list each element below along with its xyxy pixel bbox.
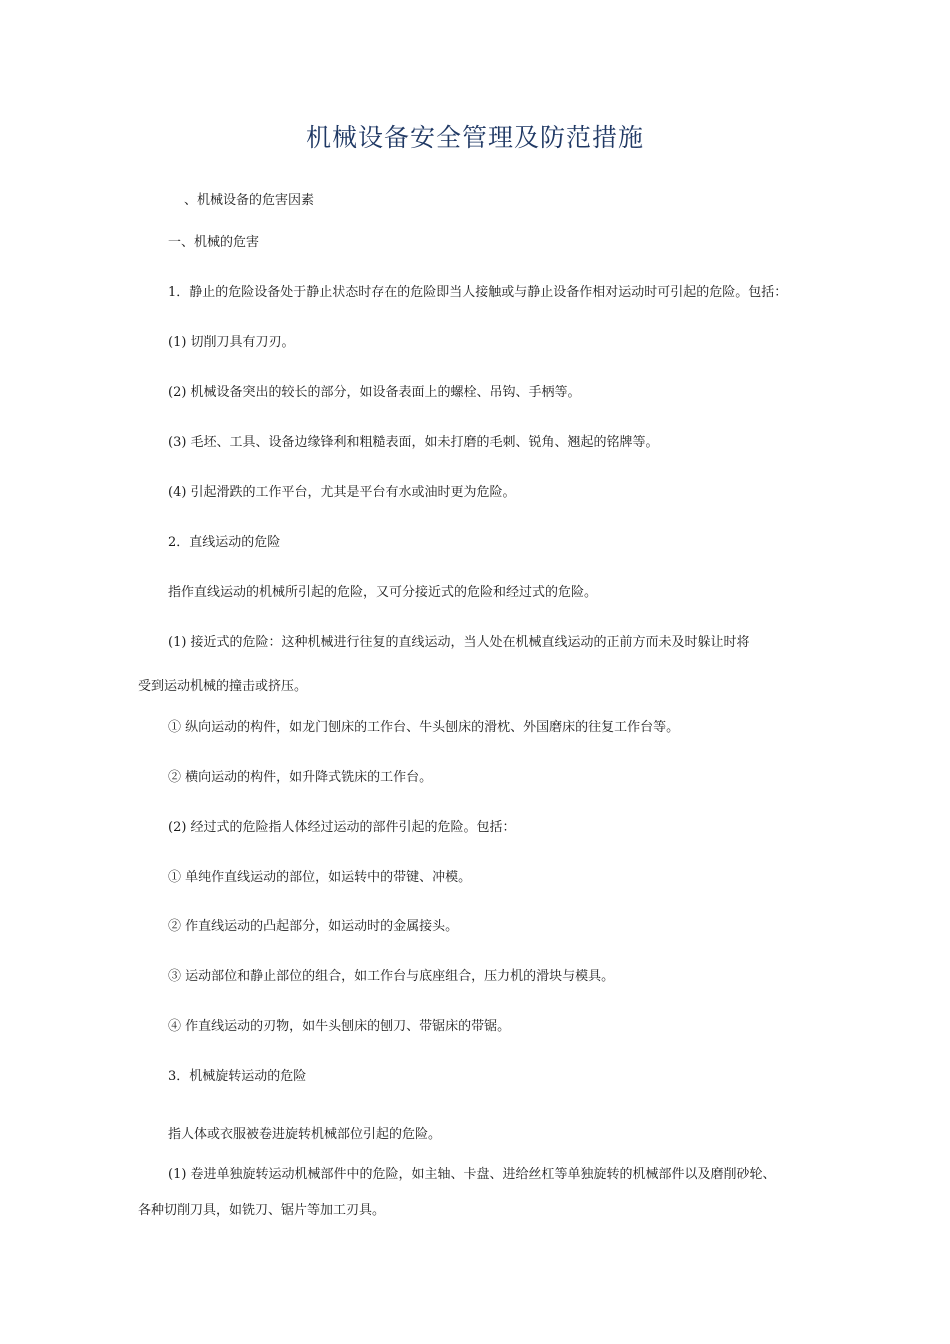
- paragraph-line: (2) 机械设备突出的较长的部分，如设备表面上的螺栓、吊钩、手柄等。: [168, 385, 581, 400]
- paragraph-line: (1) 切削刀具有刀刃。: [168, 335, 295, 350]
- paragraph-line: ① 单纯作直线运动的部位，如运转中的带键、冲模。: [168, 870, 472, 885]
- paragraph-line: ② 横向运动的构件，如升降式铣床的工作台。: [168, 770, 433, 785]
- document-title: 机械设备安全管理及防范措施: [305, 123, 644, 152]
- paragraph-line: 受到运动机械的撞击或挤压。: [138, 679, 308, 694]
- paragraph-line: 2．直线运动的危险: [168, 535, 281, 550]
- paragraph-line: ④ 作直线运动的刃物，如牛头刨床的刨刀、带锯床的带锯。: [168, 1019, 511, 1034]
- paragraph-line: ① 纵向运动的构件，如龙门刨床的工作台、牛头刨床的滑枕、外国磨床的往复工作台等。: [168, 720, 680, 735]
- paragraph-line: (2) 经过式的危险指人体经过运动的部件引起的危险。包括：: [168, 820, 516, 835]
- paragraph-line: 3．机械旋转运动的危险: [168, 1069, 307, 1084]
- paragraph-line: (1) 接近式的危险：这种机械进行往复的直线运动，当人处在机械直线运动的正前方而未及时躲让时将: [168, 635, 750, 650]
- paragraph-line: ② 作直线运动的凸起部分，如运动时的金属接头。: [168, 919, 459, 934]
- paragraph-line: 各种切削刀具，如铣刀、锯片等加工刃具。: [138, 1203, 386, 1218]
- paragraph-line: 一、机械的危害: [168, 235, 260, 250]
- paragraph-line: 指作直线运动的机械所引起的危险，又可分接近式的危险和经过式的危险。: [168, 585, 598, 600]
- paragraph-line: 指人体或衣服被卷进旋转机械部位引起的危险。: [168, 1127, 442, 1142]
- paragraph-line: (1) 卷进单独旋转运动机械部件中的危险，如主轴、卡盘、进给丝杠等单独旋转的机械部件以及磨削砂轮、: [168, 1167, 776, 1182]
- paragraph-line: ③ 运动部位和静止部位的组合，如工作台与底座组合，压力机的滑块与模具。: [168, 969, 615, 984]
- paragraph-line: (3) 毛坯、工具、设备边缘锋利和粗糙表面，如未打磨的毛刺、锐角、翘起的铭牌等。: [168, 435, 659, 450]
- paragraph-line: 1．静止的危险设备处于静止状态时存在的危险即当人接触或与静止设备作相对运动时可引起的危险。包括：: [168, 285, 788, 300]
- paragraph-line: 、机械设备的危害因素: [184, 193, 315, 208]
- paragraph-line: (4) 引起滑跌的工作平台，尤其是平台有水或油时更为危险。: [168, 485, 516, 500]
